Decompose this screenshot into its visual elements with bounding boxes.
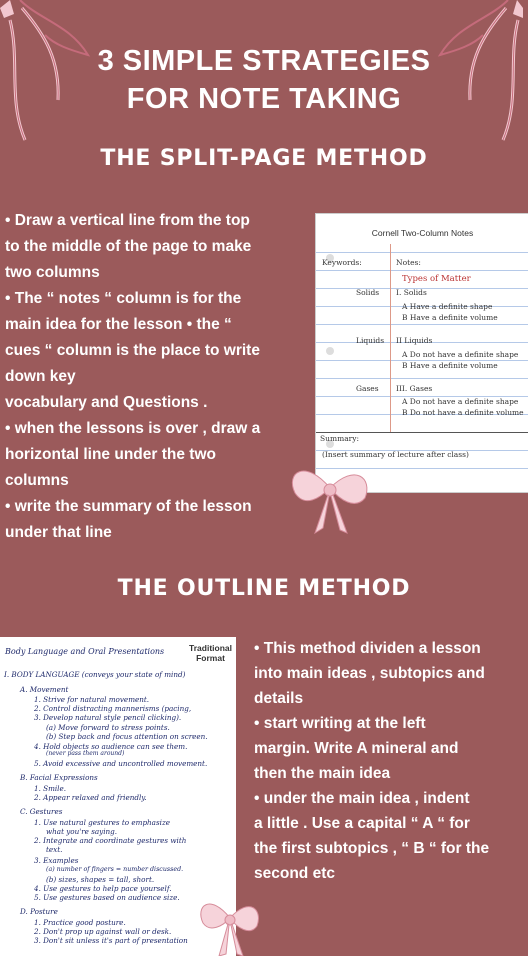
split-page-description [5,208,315,546]
outline-line: margin. Write A mineral and [254,740,459,757]
outline-line: the first subtopics , “ B “ for the [254,840,490,857]
split-line: main idea for the lesson • the “ [5,316,232,333]
cornell-note: II Liquids [396,336,433,345]
outline-row: D. Posture [20,907,58,916]
outline-row: what you're saying. [46,827,118,836]
outline-line: into main ideas , subtopics and [254,665,485,682]
split-line: cues “ column is the place to write [5,342,260,359]
cornell-summary-text: (Insert summary of lecture after class) [322,450,469,459]
outline-row: 2. Integrate and coordinate gestures with [34,836,187,845]
bow-icon [195,888,265,956]
cornell-note: B Have a definite volume [402,361,498,370]
outline-row: 1. Practice good posture. [34,918,126,927]
outline-row: 4. Use gestures to help pace yourself. [34,884,172,893]
cornell-note: A Do not have a definite shape [402,350,519,359]
split-page-heading: THE SPLIT-PAGE METHOD [100,146,428,171]
cornell-topic: Types of Matter [402,274,471,284]
split-line: horizontal line under the two [5,446,216,463]
outline-tag-line: Format [196,653,225,663]
page-title [0,42,528,118]
split-line: under that line [5,524,112,541]
split-line: • write the summary of the lesson [5,498,252,515]
outline-row: 3. Develop natural style pencil clicking). [34,713,182,722]
outline-line: • This method dividen a lesson [254,640,481,657]
outline-row: 1. Strive for natural movement. [34,695,150,704]
outline-row: 5. Avoid excessive and uncontrolled movement. [34,759,208,768]
cornell-gases-key: Gases [356,384,379,393]
outline-description [254,636,526,886]
outline-line: a little . Use a capital “ A “ for [254,815,470,832]
split-line: • Draw a vertical line from the top [5,212,250,229]
outline-row: B. Facial Expressions [20,773,98,782]
cornell-liquids-key: Liquids [356,336,385,345]
outline-row: (never pass them around) [46,750,125,757]
cornell-notes-label: Notes: [396,258,421,267]
outline-line: • under the main idea , indent [254,790,470,807]
outline-row: (a) number of fingers = number discussed. [46,866,184,873]
split-line: • The “ notes “ column is for the [5,290,242,307]
cornell-header: Cornell Two-Column Notes [371,228,474,238]
cornell-keywords: Keywords: [322,258,362,267]
outline-row: A. Movement [20,685,69,694]
outline-row: 2. Control distracting mannerisms (pacing, [34,704,192,713]
outline-row: 4. Hold objects so audience can see them. [34,742,188,751]
split-line: down key [5,368,76,385]
outline-line: second etc [254,865,335,882]
split-line: • when the lessons is over , draw a [5,420,261,437]
outline-row: text. [46,845,63,854]
outline-line: • start writing at the left [254,715,426,732]
outline-format-tag [189,643,232,663]
title-line-1: 3 SIMPLE STRATEGIES [97,45,431,77]
cornell-note: A Do not have a definite shape [402,397,519,406]
outline-line: details [254,690,304,707]
split-line: columns [5,472,69,489]
title-line-2: FOR NOTE TAKING [126,83,402,115]
outline-row: 2. Appear relaxed and friendly. [34,793,147,802]
outline-row: I. BODY LANGUAGE (conveys your state of mind) [4,670,186,679]
bow-icon [285,448,375,538]
cornell-solids-key: Solids [356,288,380,297]
outline-row: 3. Don't sit unless it's part of presentation [34,936,188,945]
outline-tag-line: Traditional [189,643,232,653]
split-line: to the middle of the page to make [5,238,252,255]
outline-row: 1. Smile. [34,784,67,793]
outline-title: Body Language and Oral Presentations [5,647,165,656]
outline-row: 5. Use gestures based on audience size. [34,893,180,902]
cornell-summary-label: Summary: [320,434,360,443]
outline-row: 1. Use natural gestures to emphasize [34,818,170,827]
outline-heading: THE OUTLINE METHOD [117,576,411,601]
cornell-note: B Do not have a definite volume [402,408,524,417]
outline-row: (b) Step back and focus attention on screen. [46,732,208,741]
outline-row: (b) sizes, shapes = tall, short. [46,875,155,884]
cornell-note: I. Solids [396,288,427,297]
cornell-note: III. Gases [396,384,433,393]
split-line: vocabulary and Questions . [5,394,208,411]
split-line: two columns [5,264,100,281]
cornell-note: A Have a definite shape [402,302,493,311]
outline-row: (a) Move forward to stress points. [46,723,170,732]
cornell-note: B Have a definite volume [402,313,498,322]
outline-row: 3. Examples [34,856,79,865]
outline-row: 2. Don't prop up against wall or desk. [34,927,172,936]
outline-line: then the main idea [254,765,391,782]
outline-row: C. Gestures [20,807,63,816]
